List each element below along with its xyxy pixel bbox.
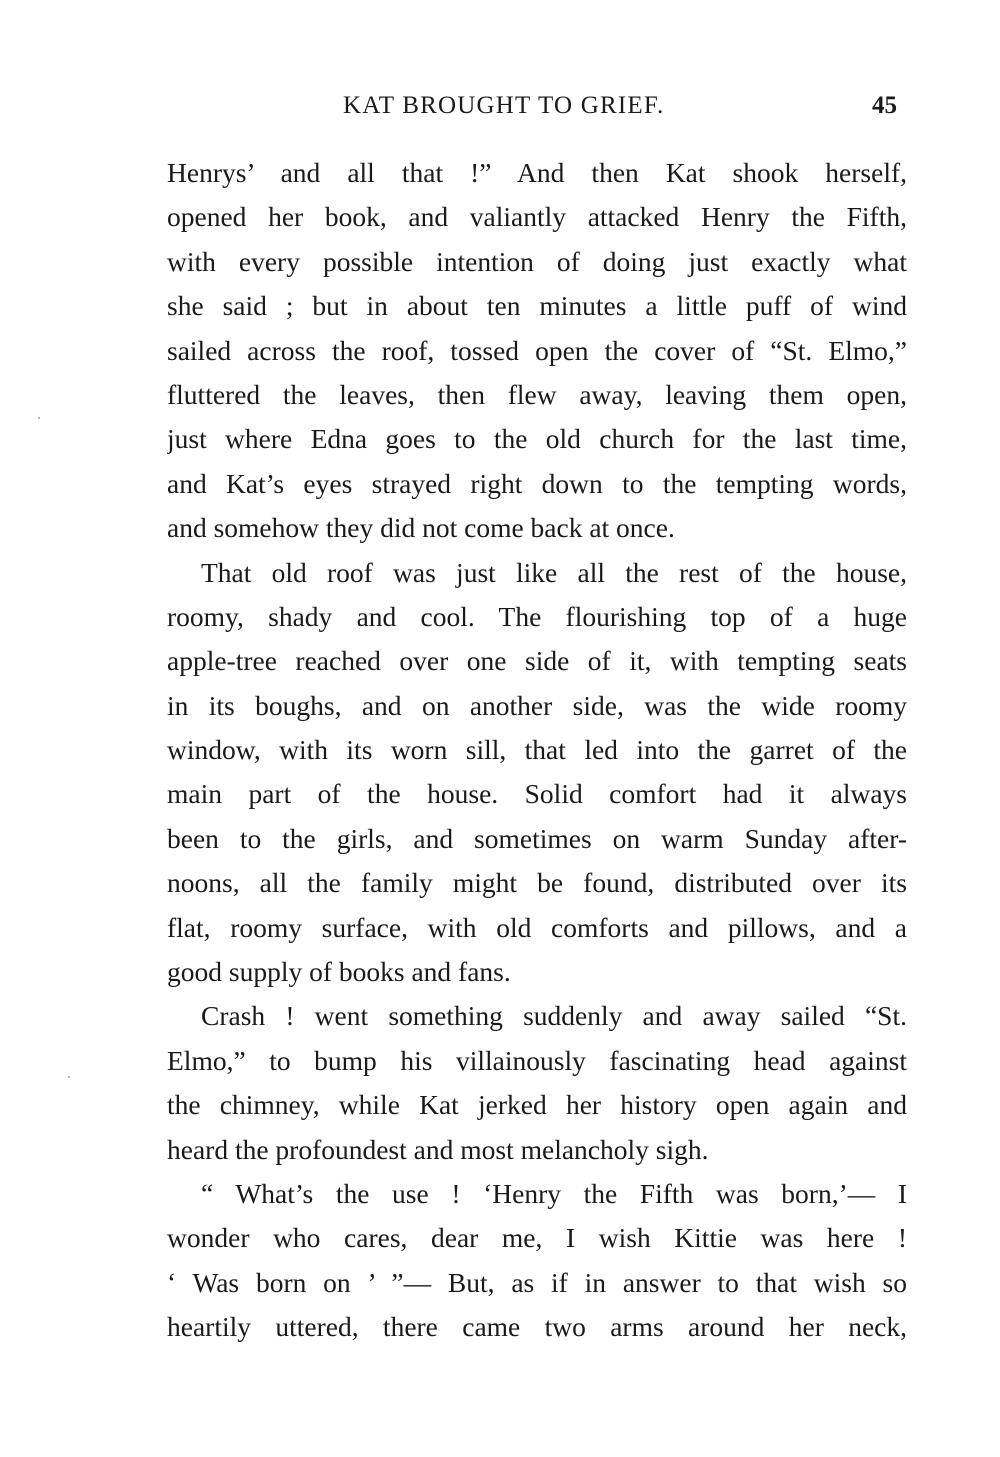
text-line: flat, roomy surface, with old comforts and pillows, and a [167,911,907,943]
body-text [167,151,907,1350]
text-line: apple-tree reached over one side of it, with tempting seats [167,645,907,677]
margin-speck [68,1076,70,1078]
page-number: 45 [872,92,897,119]
text-line: noons, all the family might be found, distributed over its [167,867,907,899]
text-line: heartily uttered, there came two arms around her neck, [167,1311,907,1343]
running-title: KAT BROUGHT TO GRIEF. [343,92,665,119]
text-line: main part of the house. Solid comfort had it always [167,778,907,810]
text-line: and Kat’s eyes strayed right down to the tempting words, [167,467,907,499]
text-line: wonder who cares, dear me, I wish Kittie was here ! [167,1222,907,1254]
text-line: opened her book, and valiantly attacked Henry the Fifth, [167,201,907,233]
margin-speck [38,417,40,419]
text-line: the chimney, while Kat jerked her history open again and [167,1089,907,1121]
text-line: sailed across the roof, tossed open the cover of “St. Elmo,” [167,334,907,366]
text-line: window, with its worn sill, that led into the garret of the [167,734,907,766]
text-line: been to the girls, and sometimes on warm Sunday after- [167,822,907,854]
text-line: “ What’s the use ! ‘Henry the Fifth was born,’— I [201,1177,907,1209]
text-line: just where Edna goes to the old church for the last time, [167,423,907,455]
text-line: fluttered the leaves, then flew away, leaving them open, [167,378,907,410]
text-line: ‘ Was born on ’ ”— But, as if in answer to that wish so [167,1266,907,1298]
text-line: Henrys’ and all that !” And then Kat shook herself, [167,157,907,188]
text-line: with every possible intention of doing just exactly what [167,245,907,277]
text-line: Elmo,” to bump his villainously fascinating head against [167,1044,907,1076]
text-line: heard the profoundest and most melancholy sigh. [167,1133,709,1165]
text-line: she said ; but in about ten minutes a little puff of wind [167,290,907,322]
text-line: in its boughs, and on another side, was the wide roomy [167,689,907,721]
text-line: and somehow they did not come back at once. [167,512,675,544]
text-line: That old roof was just like all the rest of the house, [201,556,907,588]
running-header [0,86,1000,126]
text-line: Crash ! went something suddenly and away sailed “St. [201,1000,907,1032]
text-line: roomy, shady and cool. The flourishing top of a huge [167,600,907,632]
text-line: good supply of books and fans. [167,956,511,988]
